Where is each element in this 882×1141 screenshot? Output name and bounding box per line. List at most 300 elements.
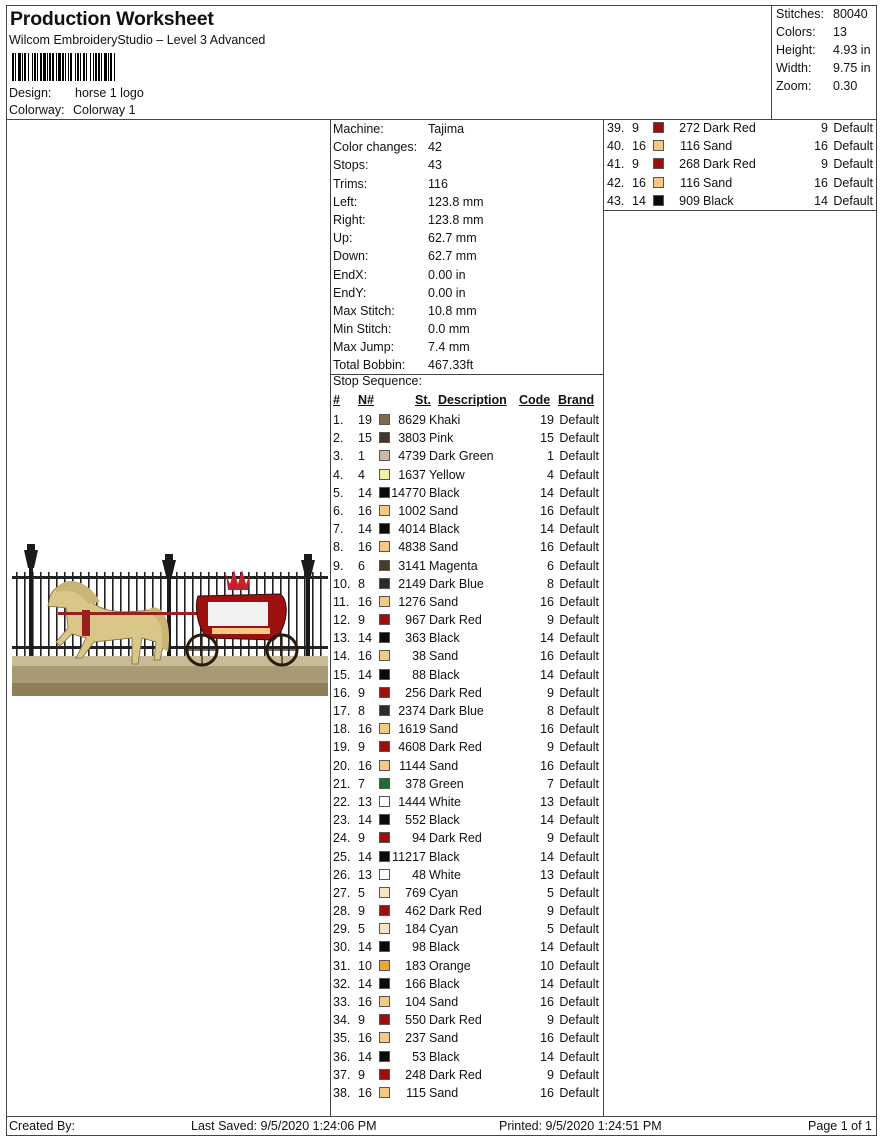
color-description: White <box>429 867 461 882</box>
stop-number: 35. <box>333 1031 351 1046</box>
stop-number: 17. <box>333 704 351 718</box>
stop-number: 6. <box>333 503 344 518</box>
stitch-count: 268 <box>679 157 700 172</box>
color-swatch-icon <box>379 669 390 680</box>
stop-number: 27. <box>333 885 351 900</box>
color-swatch-icon <box>379 851 390 862</box>
needle-number: 9 <box>358 685 365 700</box>
stitch-count: 98 <box>412 940 426 955</box>
stop-number: 30. <box>333 940 351 955</box>
stop-row <box>333 447 601 465</box>
needle-number: 14 <box>358 667 372 682</box>
needle-number: 16 <box>632 175 646 190</box>
col-needle: N# <box>358 393 374 407</box>
color-description: Black <box>429 485 460 500</box>
needle-number: 9 <box>358 613 365 628</box>
fence-picket <box>304 572 306 656</box>
color-code: 14 <box>814 193 828 208</box>
stat-label: Stitches: <box>776 7 824 21</box>
color-swatch-icon <box>379 578 390 589</box>
color-code: 16 <box>540 722 554 737</box>
color-swatch-icon <box>379 469 390 480</box>
stop-number: 10. <box>333 576 351 591</box>
thread-brand: Default <box>559 649 599 664</box>
color-code: 9 <box>547 1067 554 1082</box>
stop-row <box>333 611 601 629</box>
stop-row <box>333 738 601 756</box>
info-row <box>333 138 603 156</box>
thread-brand: Default <box>559 631 599 646</box>
stitch-count: 3803 <box>398 431 426 446</box>
thread-brand: Default <box>559 685 599 700</box>
col-description: Description <box>438 393 507 407</box>
thread-brand: Default <box>559 1067 599 1082</box>
col-code: Code <box>519 393 551 407</box>
thread-brand: Default <box>559 794 599 809</box>
color-swatch-icon <box>379 505 390 516</box>
color-description: Sand <box>429 758 459 773</box>
stop-row <box>607 192 875 210</box>
color-description: Sand <box>429 1031 459 1046</box>
color-code: 14 <box>540 631 554 646</box>
stitch-count: 2149 <box>398 576 426 591</box>
color-description: Orange <box>429 958 471 973</box>
info-row <box>333 120 603 138</box>
info-label: Machine: <box>333 122 384 136</box>
stop-sequence-header <box>333 393 601 411</box>
fence-picket <box>16 572 18 656</box>
stat-value: 80040 <box>833 7 868 21</box>
thread-brand: Default <box>833 175 873 190</box>
color-description: Magenta <box>429 558 478 573</box>
thread-brand: Default <box>559 831 599 846</box>
stop-row <box>607 119 875 137</box>
color-swatch-icon <box>653 122 664 133</box>
info-label: Left: <box>333 194 358 209</box>
stop-number: 25. <box>333 849 351 864</box>
thread-brand: Default <box>559 740 599 755</box>
divider <box>330 119 331 1116</box>
color-description: Sand <box>429 1085 459 1100</box>
stop-row <box>333 575 601 593</box>
needle-number: 14 <box>358 522 372 537</box>
color-swatch-icon <box>379 760 390 771</box>
thread-brand: Default <box>559 1013 599 1028</box>
stop-number: 1. <box>333 413 344 427</box>
color-code: 14 <box>540 813 554 828</box>
needle-number: 14 <box>358 1049 372 1064</box>
thread-brand: Default <box>833 157 873 172</box>
thread-brand: Default <box>559 704 599 718</box>
stat-zoom <box>776 79 857 93</box>
divider <box>603 119 604 1116</box>
thread-brand: Default <box>559 722 599 737</box>
stop-row <box>607 137 875 155</box>
color-description: Black <box>429 813 460 828</box>
color-code: 16 <box>540 1085 554 1100</box>
color-swatch-icon <box>379 614 390 625</box>
stop-number: 11. <box>333 594 350 609</box>
color-code: 5 <box>547 922 554 937</box>
needle-number: 14 <box>358 485 372 500</box>
info-row <box>333 193 603 211</box>
needle-number: 8 <box>358 576 365 591</box>
thread-brand: Default <box>559 867 599 882</box>
needle-number: 7 <box>358 776 365 791</box>
color-code: 14 <box>540 940 554 955</box>
color-code: 4 <box>547 467 554 482</box>
thread-brand: Default <box>559 449 599 464</box>
color-code: 9 <box>547 1013 554 1028</box>
color-code: 14 <box>540 485 554 500</box>
thread-brand: Default <box>559 813 599 828</box>
stop-row <box>333 484 601 502</box>
color-swatch-icon <box>653 140 664 151</box>
stop-row <box>333 647 601 665</box>
color-code: 15 <box>540 431 554 446</box>
thread-brand: Default <box>559 904 599 919</box>
needle-number: 5 <box>358 885 365 900</box>
stop-number: 18. <box>333 722 351 737</box>
info-label: Max Jump: <box>333 340 395 355</box>
stop-number: 29. <box>333 922 351 937</box>
stop-sequence-list-continued <box>607 119 875 210</box>
stitch-count: 552 <box>405 813 426 828</box>
info-label: Trims: <box>333 176 368 191</box>
color-code: 9 <box>547 613 554 628</box>
needle-number: 9 <box>632 121 639 135</box>
needle-number: 14 <box>358 976 372 991</box>
color-code: 6 <box>547 558 554 573</box>
needle-number: 16 <box>358 503 372 518</box>
colorway-label: Colorway: <box>9 103 65 117</box>
color-swatch-icon <box>379 541 390 552</box>
color-code: 14 <box>540 976 554 991</box>
thread-brand: Default <box>559 594 599 609</box>
color-swatch-icon <box>379 632 390 643</box>
stat-value: 13 <box>833 25 847 39</box>
color-description: Dark Red <box>429 685 482 700</box>
needle-number: 6 <box>358 558 365 573</box>
stitch-count: 2374 <box>398 704 426 718</box>
stitch-count: 1144 <box>399 758 426 773</box>
needle-number: 1 <box>358 449 365 464</box>
stop-row <box>333 975 601 993</box>
stitch-count: 11217 <box>392 849 426 864</box>
needle-number: 10 <box>358 958 372 973</box>
col-brand: Brand <box>558 393 595 407</box>
stop-row <box>333 1029 601 1047</box>
color-swatch-icon <box>379 650 390 661</box>
color-description: Dark Red <box>429 613 482 628</box>
color-description: Dark Red <box>429 904 482 919</box>
stitch-count: 248 <box>405 1067 426 1082</box>
color-code: 16 <box>540 758 554 773</box>
stitch-count: 4014 <box>398 522 426 537</box>
stop-row <box>333 1084 601 1102</box>
stitch-count: 237 <box>405 1031 426 1046</box>
thread-brand: Default <box>559 576 599 591</box>
info-value: 123.8 mm <box>428 212 484 227</box>
stat-stitches <box>776 7 868 21</box>
stitch-count: 116 <box>680 139 700 154</box>
color-code: 8 <box>547 704 554 718</box>
thread-brand: Default <box>833 139 873 154</box>
last-saved: Last Saved: 9/5/2020 1:24:06 PM <box>191 1119 377 1133</box>
color-code: 1 <box>547 449 554 464</box>
color-code: 13 <box>540 867 554 882</box>
footer <box>6 1116 877 1136</box>
color-swatch-icon <box>379 796 390 807</box>
color-description: Sand <box>429 649 459 664</box>
color-description: Black <box>429 940 460 955</box>
stitch-count: 88 <box>412 667 426 682</box>
stitch-count: 53 <box>412 1049 426 1064</box>
thread-brand: Default <box>559 503 599 518</box>
color-description: Yellow <box>429 467 465 482</box>
needle-number: 9 <box>358 1013 365 1028</box>
stop-row <box>333 666 601 684</box>
info-label: Color changes: <box>333 140 418 155</box>
thread-brand: Default <box>559 613 599 628</box>
thread-brand: Default <box>559 1031 599 1046</box>
color-description: Black <box>429 667 460 682</box>
info-label: Down: <box>333 249 369 264</box>
color-description: Sand <box>429 594 459 609</box>
info-label: Right: <box>333 212 366 227</box>
color-swatch-icon <box>379 887 390 898</box>
stop-number: 39. <box>607 121 625 135</box>
stop-number: 28. <box>333 904 351 919</box>
thread-brand: Default <box>559 849 599 864</box>
design-label: Design: <box>9 86 52 100</box>
color-code: 16 <box>540 594 554 609</box>
stop-row <box>333 757 601 775</box>
stop-row <box>333 502 601 520</box>
color-description: Khaki <box>429 413 461 427</box>
stitch-count: 967 <box>405 613 426 628</box>
stop-row <box>333 884 601 902</box>
info-label: Max Stitch: <box>333 303 395 318</box>
needle-number: 9 <box>358 831 365 846</box>
color-description: Black <box>429 522 460 537</box>
col-num: # <box>333 393 340 407</box>
page-title: Production Worksheet <box>10 8 214 30</box>
stat-label: Width: <box>776 61 812 75</box>
color-code: 14 <box>540 667 554 682</box>
color-description: Dark Red <box>703 157 756 172</box>
needle-number: 8 <box>358 704 365 718</box>
info-value: 116 <box>428 176 448 191</box>
embroidery-design-preview <box>12 538 328 700</box>
color-code: 9 <box>547 740 554 755</box>
color-code: 16 <box>540 503 554 518</box>
thread-brand: Default <box>833 193 873 208</box>
stop-number: 26. <box>333 867 351 882</box>
needle-number: 19 <box>358 413 372 427</box>
machine-info <box>333 120 603 375</box>
color-swatch-icon <box>379 1014 390 1025</box>
info-value: 123.8 mm <box>428 194 484 209</box>
color-description: Sand <box>429 722 459 737</box>
stop-row <box>333 793 601 811</box>
info-label: Min Stitch: <box>333 322 392 337</box>
color-swatch-icon <box>379 978 390 989</box>
stitch-count: 94 <box>412 831 426 846</box>
thread-brand: Default <box>559 558 599 573</box>
color-swatch-icon <box>379 778 390 789</box>
stat-value: 0.30 <box>833 79 858 93</box>
info-row <box>333 356 603 374</box>
thread-brand: Default <box>559 976 599 991</box>
color-description: Black <box>429 849 460 864</box>
stat-height <box>776 43 871 57</box>
info-row <box>333 175 603 193</box>
needle-number: 9 <box>358 904 365 919</box>
thread-brand: Default <box>559 522 599 537</box>
stop-number: 9. <box>333 558 344 573</box>
color-description: Sand <box>429 503 459 518</box>
color-description: Dark Green <box>429 449 494 464</box>
stop-number: 8. <box>333 540 344 555</box>
info-label: EndX: <box>333 267 368 282</box>
color-code: 13 <box>540 794 554 809</box>
stop-row <box>333 520 601 538</box>
stop-number: 38. <box>333 1085 351 1100</box>
thread-brand: Default <box>559 1049 599 1064</box>
color-swatch-icon <box>379 960 390 971</box>
color-swatch-icon <box>379 741 390 752</box>
stitch-count: 183 <box>405 958 426 973</box>
stat-colors <box>776 25 847 39</box>
color-swatch-icon <box>379 560 390 571</box>
color-code: 19 <box>540 413 554 427</box>
color-code: 16 <box>814 175 828 190</box>
stitch-count: 1276 <box>398 594 426 609</box>
stop-row <box>333 593 601 611</box>
color-description: Dark Red <box>429 1013 482 1028</box>
needle-number: 9 <box>632 157 639 172</box>
needle-number: 16 <box>358 722 372 737</box>
info-label: Up: <box>333 231 353 246</box>
thread-brand: Default <box>559 776 599 791</box>
color-code: 16 <box>540 1031 554 1046</box>
stop-number: 21. <box>333 776 351 791</box>
stop-row <box>333 684 601 702</box>
thread-brand: Default <box>559 995 599 1009</box>
color-description: Sand <box>429 995 459 1009</box>
info-value: 0.00 in <box>428 267 466 282</box>
needle-number: 14 <box>358 940 372 955</box>
needle-number: 14 <box>358 813 372 828</box>
color-code: 16 <box>814 139 828 154</box>
color-swatch-icon <box>379 723 390 734</box>
divider <box>603 210 877 211</box>
stitch-count: 3141 <box>398 558 426 573</box>
color-swatch-icon <box>379 432 390 443</box>
design-summary <box>772 5 877 119</box>
needle-number: 14 <box>358 849 372 864</box>
stitch-count: 166 <box>405 976 426 991</box>
thread-brand: Default <box>559 485 599 500</box>
stop-number: 32. <box>333 976 351 991</box>
thread-brand: Default <box>559 540 599 555</box>
stop-number: 23. <box>333 813 351 828</box>
stop-number: 34. <box>333 1013 351 1028</box>
stitch-count: 4739 <box>398 449 426 464</box>
color-swatch-icon <box>379 832 390 843</box>
needle-number: 9 <box>358 1067 365 1082</box>
stitch-count: 48 <box>412 867 426 882</box>
stat-label: Zoom: <box>776 79 812 93</box>
stitch-count: 115 <box>406 1085 426 1100</box>
stop-number: 42. <box>607 175 625 190</box>
needle-number: 16 <box>358 758 372 773</box>
stat-value: 4.93 in <box>833 43 871 57</box>
color-code: 16 <box>540 995 554 1009</box>
thread-brand: Default <box>559 667 599 682</box>
colorway-value: Colorway 1 <box>73 103 136 117</box>
color-code: 10 <box>540 958 554 973</box>
thread-brand: Default <box>559 413 599 427</box>
info-value: 7.4 mm <box>428 340 470 355</box>
needle-number: 14 <box>358 631 372 646</box>
stitch-count: 462 <box>405 904 426 919</box>
needle-number: 16 <box>632 139 646 154</box>
stitch-count: 550 <box>405 1013 426 1028</box>
info-row <box>333 229 603 247</box>
stop-row <box>333 429 601 447</box>
design-row <box>9 86 144 100</box>
stop-row <box>333 829 601 847</box>
color-description: Dark Red <box>429 831 482 846</box>
color-description: Dark Red <box>703 121 756 135</box>
stop-row <box>333 1048 601 1066</box>
info-value: 0.0 mm <box>428 322 470 337</box>
info-row <box>333 266 603 284</box>
needle-number: 16 <box>358 1031 372 1046</box>
fence-picket <box>48 572 50 656</box>
needle-number: 16 <box>358 995 372 1009</box>
thread-brand: Default <box>559 885 599 900</box>
color-code: 16 <box>540 540 554 555</box>
needle-number: 5 <box>358 922 365 937</box>
col-stitches: St. <box>415 393 431 407</box>
info-row <box>333 211 603 229</box>
stitch-count: 363 <box>405 631 426 646</box>
stop-row <box>333 920 601 938</box>
color-code: 16 <box>540 649 554 664</box>
info-label: Stops: <box>333 158 369 173</box>
color-code: 14 <box>540 1049 554 1064</box>
needle-number: 13 <box>358 794 372 809</box>
color-description: Sand <box>429 540 459 555</box>
color-description: Sand <box>703 139 733 154</box>
color-description: Cyan <box>429 922 459 937</box>
stop-sequence-title: Stop Sequence: <box>333 374 422 388</box>
color-code: 9 <box>547 831 554 846</box>
stop-number: 20. <box>333 758 351 773</box>
color-code: 8 <box>547 576 554 591</box>
stop-row <box>333 848 601 866</box>
stop-row <box>333 938 601 956</box>
color-code: 7 <box>547 776 554 791</box>
info-value: 10.8 mm <box>428 303 477 318</box>
info-value: Tajima <box>428 122 465 136</box>
color-code: 14 <box>540 522 554 537</box>
thread-brand: Default <box>559 940 599 955</box>
color-swatch-icon <box>379 1032 390 1043</box>
